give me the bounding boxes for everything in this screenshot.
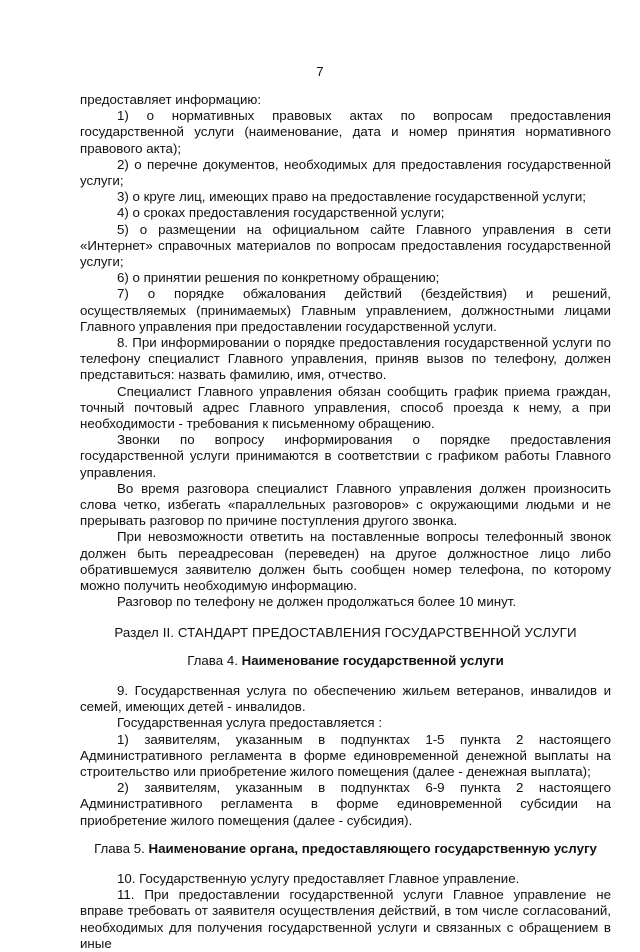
paragraph: Специалист Главного управления обязан сообщить график приема граждан, точный почтовый адрес Главного управления, способ проезда к нему, а при необходимости - требования к письменному обращению.	[80, 383, 611, 432]
paragraph: 4) о сроках предоставления государственной услуги;	[117, 205, 445, 221]
paragraph: Звонки по вопросу информирования о порядке предоставления государственной услуги принимаются в соответствии с графиком работы Главного управления.	[80, 432, 611, 480]
paragraph: 1) заявителям, указанным в подпунктах 1-5 пункта 2 настоящего Административного регламента в форме единовременной денежной выплаты на строительство или приобретение жилого помещения (далее - денежная выплата);	[80, 731, 611, 779]
chapter-5-heading	[80, 841, 611, 857]
paragraph: 3) о круге лиц, имеющих право на предоставление государственной услуги;	[117, 189, 586, 205]
paragraph: Государственная услуга предоставляется :	[117, 715, 383, 731]
paragraph: При невозможности ответить на поставленные вопросы телефонный звонок должен быть переадресован (переведен) на другое должностное лицо либо обратившемуся заявителю должен быть сообщен номер телефона, по которому можно получить необходимую информацию.	[80, 529, 611, 594]
chapter-5-prefix: Глава 5.	[94, 840, 149, 856]
paragraph: Разговор по телефону не должен продолжаться более 10 минут.	[117, 594, 517, 610]
chapter-4-prefix: Глава 4.	[187, 652, 242, 668]
paragraph-group-service-name	[80, 683, 611, 829]
page-number: 7	[316, 64, 324, 79]
paragraph: 8. При информировании о порядке предоставления государственной услуги по телефону специалист Главного управления, приняв вызов по телефону, должен представиться: назвать фамилию, имя, отчество.	[80, 335, 611, 383]
paragraph: 9. Государственная услуга по обеспечению жильем ветеранов, инвалидов и семей, имеющих детей - инвалидов.	[80, 682, 611, 715]
document-body	[80, 92, 611, 952]
chapter-5-title: Наименование органа, предоставляющего государственную услугу	[148, 840, 597, 856]
chapter-4-title: Наименование государственной услуги	[241, 652, 504, 668]
paragraph: 7) о порядке обжалования действий (бездействия) и решений, осуществляемых (принимаемых) Главным управлением, должностными лицами Главного управления при предоставлении государственной услуги.	[80, 286, 611, 334]
paragraph: 5) о размещении на официальном сайте Главного управления в сети «Интернет» справочных материалов по вопросам предоставления государственной услуги;	[80, 221, 611, 270]
paragraph: 10. Государственную услугу предоставляет Главное управление.	[117, 870, 520, 886]
paragraph-group-information	[80, 92, 611, 611]
paragraph: Во время разговора специалист Главного управления должен произносить слова четко, избегать «параллельных разговоров» с окружающими людьми и не прерывать разговор по причине поступления другого звонка.	[80, 480, 611, 529]
paragraph: 2) о перечне документов, необходимых для предоставления государственной услуги;	[80, 156, 611, 189]
paragraph: 1) о нормативных правовых актах по вопросам предоставления государственной услуги (наименование, дата и номер принятия нормативного правового акта);	[80, 108, 611, 156]
paragraph: 6) о принятии решения по конкретному обращению;	[117, 270, 440, 286]
chapter-4-heading	[80, 653, 611, 669]
paragraph: 11. При предоставлении государственной услуги Главное управление не вправе требовать от заявителя осуществления действий, в том числе согласований, необходимых для получения государственной услуги и связанных с обращением в иные	[80, 887, 611, 951]
paragraph: предоставляет информацию:	[80, 92, 262, 107]
paragraph: 2) заявителям, указанным в подпунктах 6-9 пункта 2 настоящего Административного регламента в форме единовременной субсидии на приобретение жилого помещения (далее - субсидия).	[80, 780, 611, 828]
section-heading: Раздел II. СТАНДАРТ ПРЕДОСТАВЛЕНИЯ ГОСУДАРСТВЕННОЙ УСЛУГИ	[114, 624, 577, 640]
paragraph-group-authority	[80, 871, 611, 952]
